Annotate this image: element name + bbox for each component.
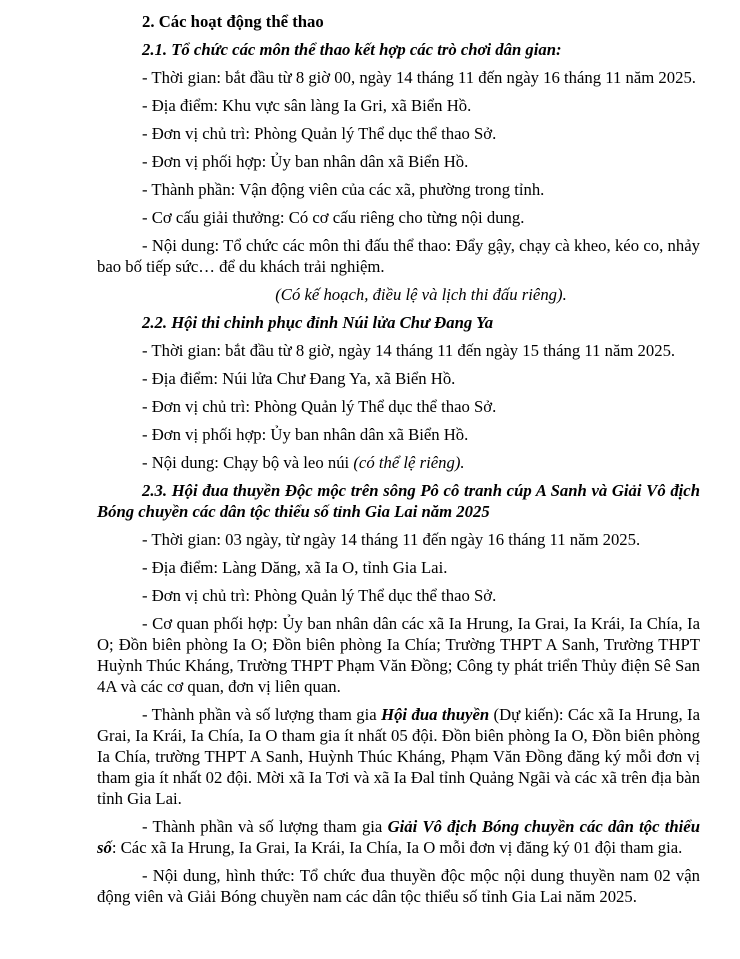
s23-item-co-quan-phoi-hop <box>97 613 700 697</box>
text-run: 2.3. Hội đua thuyền Độc mộc trên sông Pô cô tranh cúp A Sanh và Giải Vô địch Bóng chuyền các dân tộc thiểu số tỉnh Gia Lai năm 2025 <box>97 481 700 521</box>
text-run: - Thời gian: bắt đầu từ 8 giờ 00, ngày 14 tháng 11 đến ngày 16 tháng 11 năm 2025. <box>142 68 696 87</box>
text-run: Hội đua thuyền <box>381 705 490 724</box>
s23-item-dia-diem <box>97 557 700 578</box>
s21-item-thanh-phan <box>97 179 700 200</box>
text-run: - Nội dung: Tổ chức các môn thi đấu thể thao: Đẩy gậy, chạy cà kheo, kéo co, nhảy bao bố tiếp sức… để du khách trải nghiệm. <box>97 236 700 276</box>
text-run: - Đơn vị phối hợp: Ủy ban nhân dân xã Biển Hồ. <box>142 152 469 171</box>
text-run: - Thành phần: Vận động viên của các xã, phường trong tỉnh. <box>142 180 545 199</box>
text-run: 2.2. Hội thi chinh phục đỉnh Núi lửa Chư Đang Ya <box>142 313 494 332</box>
s23-item-thoi-gian <box>97 529 700 550</box>
text-run: - Đơn vị chủ trì: Phòng Quản lý Thể dục thể thao Sở. <box>142 586 497 605</box>
text-run: - Địa điểm: Núi lửa Chư Đang Ya, xã Biển Hồ. <box>142 369 456 388</box>
heading-section-2-2 <box>97 312 700 333</box>
heading-section-2-3 <box>97 480 700 522</box>
s21-item-co-cau-giai-thuong <box>97 207 700 228</box>
text-run: - Địa điểm: Khu vực sân làng Ia Gri, xã Biển Hồ. <box>142 96 472 115</box>
text-run: - Nội dung, hình thức: Tổ chức đua thuyền độc mộc nội dung thuyền nam 02 vận động viên và Giải Bóng chuyền nam các dân tộc thiểu số tỉnh Gia Lai năm 2025. <box>97 866 700 906</box>
s21-item-noi-dung <box>97 235 700 277</box>
s22-item-noi-dung <box>97 452 700 473</box>
text-run: 2.1. Tổ chức các môn thể thao kết hợp các trò chơi dân gian: <box>142 40 562 59</box>
text-run: - Đơn vị phối hợp: Ủy ban nhân dân xã Biển Hồ. <box>142 425 469 444</box>
text-run: - Cơ cấu giải thưởng: Có cơ cấu riêng cho từng nội dung. <box>142 208 525 227</box>
text-run: 2. Các hoạt động thể thao <box>142 12 324 31</box>
text-run: (Dự kiến): Các xã Ia Hrung, Ia Grai, Ia Krái, Ia Chía, Ia O tham gia ít nhất 05 đội. Đồn biên phòng Ia O, Đồn biên phòng Ia Chía, trường THPT A Sanh, Huỳnh Thúc Kháng, Phạm Văn Đồng đăng ký mỗi đơn vị tham gia ít nhất 02 đội. Mời xã Ia Tơi và xã Ia Đal tỉnh Quảng Ngãi và các xã trên địa bàn tỉnh Gia Lai. <box>97 705 700 808</box>
s22-item-dia-diem <box>97 368 700 389</box>
s22-item-don-vi-chu-tri <box>97 396 700 417</box>
text-run: - Thời gian: bắt đầu từ 8 giờ, ngày 14 tháng 11 đến ngày 15 tháng 11 năm 2025. <box>142 341 676 360</box>
s23-item-don-vi-chu-tri <box>97 585 700 606</box>
text-run: - Thành phần và số lượng tham gia <box>142 705 382 724</box>
text-run: - Thời gian: 03 ngày, từ ngày 14 tháng 11 đến ngày 16 tháng 11 năm 2025. <box>142 530 641 549</box>
s23-item-noi-dung-hinh-thuc <box>97 865 700 907</box>
s21-item-dia-diem <box>97 95 700 116</box>
text-run: (có thể lệ riêng). <box>353 453 465 472</box>
s22-item-don-vi-phoi-hop <box>97 424 700 445</box>
text-run: - Thành phần và số lượng tham gia <box>142 817 388 836</box>
text-run: - Cơ quan phối hợp: Ủy ban nhân dân các xã Ia Hrung, Ia Grai, Ia Krái, Ia Chía, Ia O; Đồn biên phòng Ia O; Đồn biên phòng Ia Chía; Trường THPT A Sanh, Trường THPT Huỳnh Thúc Kháng, Trường THPT Phạm Văn Đồng; Công ty phát triển Thủy điện Sê San 4A và các cơ quan, đơn vị liên quan. <box>97 614 700 696</box>
s23-item-thanh-phan-dua-thuyen <box>97 704 700 809</box>
s21-item-don-vi-phoi-hop <box>97 151 700 172</box>
text-run: - Nội dung: Chạy bộ và leo núi <box>142 453 354 472</box>
s21-note-centered <box>97 284 700 305</box>
text-run: - Địa điểm: Làng Dăng, xã Ia O, tỉnh Gia Lai. <box>142 558 448 577</box>
heading-section-2 <box>97 11 700 32</box>
s21-item-thoi-gian <box>97 67 700 88</box>
s22-item-thoi-gian <box>97 340 700 361</box>
s21-item-don-vi-chu-tri <box>97 123 700 144</box>
text-run: : Các xã Ia Hrung, Ia Grai, Ia Krái, Ia Chía, Ia O mỗi đơn vị đăng ký 01 đội tham gia. <box>111 838 683 857</box>
text-run: - Đơn vị chủ trì: Phòng Quản lý Thể dục thể thao Sở. <box>142 397 497 416</box>
text-run: - Đơn vị chủ trì: Phòng Quản lý Thể dục thể thao Sở. <box>142 124 497 143</box>
document-content <box>97 11 700 907</box>
text-run: Giải Vô địch Bóng chuyền các dân tộc thiểu số <box>97 817 700 857</box>
heading-section-2-1 <box>97 39 700 60</box>
s23-item-thanh-phan-bong-chuyen <box>97 816 700 858</box>
text-run: (Có kế hoạch, điều lệ và lịch thi đấu riêng). <box>275 285 567 304</box>
